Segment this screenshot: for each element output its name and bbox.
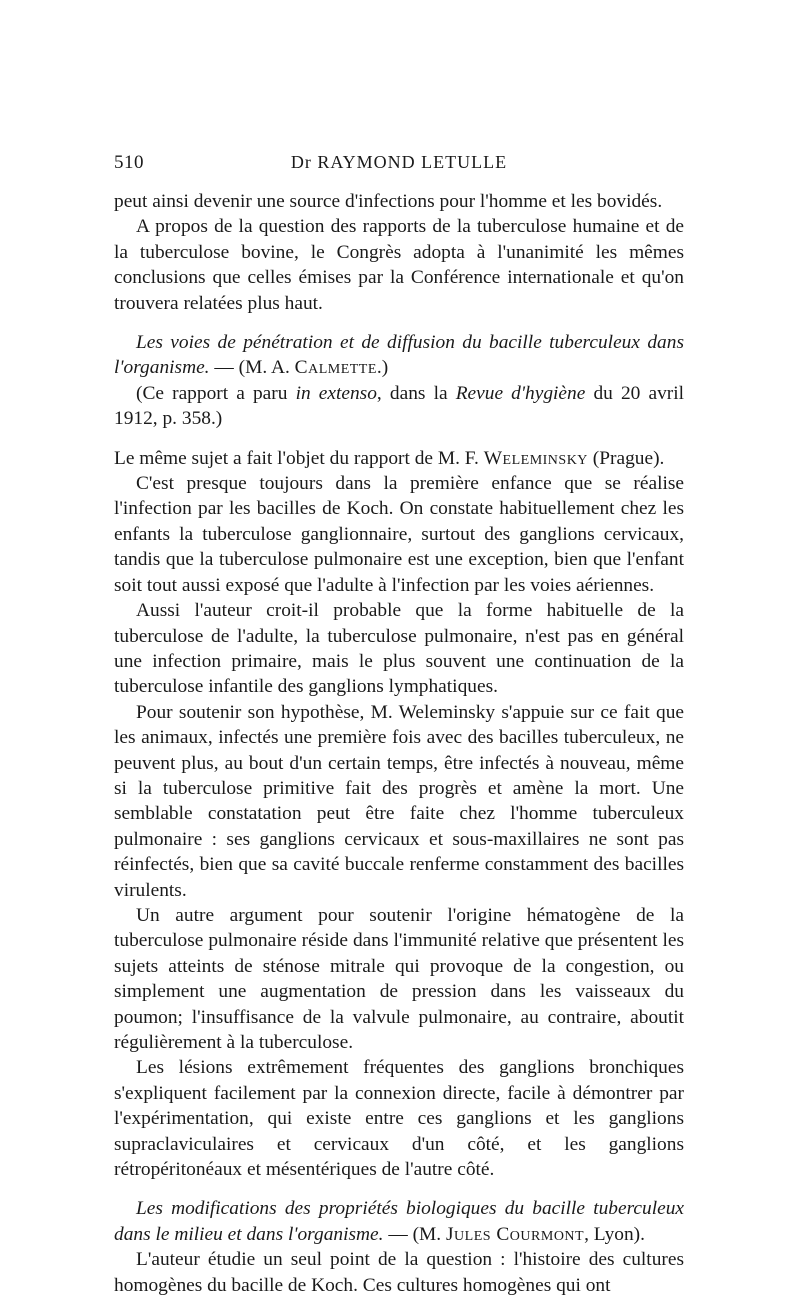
section-author: Jules Courmont [445,1223,585,1245]
note-in-extenso: in extenso [295,382,377,404]
paragraph-hematogenous-origin: Un autre argument pour soutenir l'origine hématogène de la tuberculose pulmonaire réside dans l'immunité relative que présentent les sujets atteints de sténose mitrale qui provoque de la congestion, ou simplement une augmentation de pression dans les vaisseaux du poumon; l'insuffisance de la valvule pulmonaire, au contraire, aboutit régulièrement à la tuberculose. [114,904,684,1053]
note-text: du 20 avril 1912, p. 358.) [114,382,685,430]
section-dash: — (M. [383,1223,446,1245]
paragraph-publication-note [114,381,684,432]
report-author: Weleminsky [483,447,588,469]
note-text: , dans la [376,382,456,404]
section-heading-modifications [114,1196,684,1247]
note-text: (Ce rapport a paru [136,382,296,404]
paragraph-weleminsky-report [114,446,684,471]
paragraph-infancy-infection: C'est presque toujours dans la première enfance que se réalise l'infection par les bacilles de Koch. On constate habituellement chez les enfants la tuberculose ganglionnaire, surtout des ganglions cervicaux, tandis que la tuberculose pulmonaire est une exception, bien que l'enfant soit tout aussi exposé que l'adulte à l'infection par les voies aériennes. [114,473,684,596]
spacer [114,316,684,330]
section-dash: — (M. A. [209,357,295,379]
paragraph-hypothesis: Pour soutenir son hypothèse, M. Weleminsky s'appuie sur ce fait que les animaux, infectés une première fois avec des bacilles tuberculeux, ne peuvent plus, au bout d'un certain temps, être infectés à nouveau, même si la tuberculose primitive fait des progrès et amène la mort. Une semblable constatation peut être faite chez l'homme tuberculeux pulmonaire : ses ganglions cervicaux et sous-maxillaires ne sont pas réinfectés, bien que sa cavité buccale renferme constamment des bacilles virulents. [114,701,684,901]
paragraph-adult-tuberculosis: Aussi l'auteur croit-il probable que la forme habituelle de la tuberculose de l'adulte, la tuberculose pulmonaire, n'est pas en général une infection primaire, mais le plus souvent une continuation de la tuberculose infantile des ganglions lymphatiques. [114,600,684,698]
section-title: Les modifications des propriétés biologiques du bacille tuberculeux dans le milieu et dans l'organisme. [114,1198,684,1245]
page-number: 510 [114,152,144,173]
spacer [114,1182,684,1196]
running-head: Dr RAYMOND LETULLE [290,152,508,172]
page-body [114,189,684,1298]
note-journal: Revue d'hygiène [455,382,586,404]
section-title: Les voies de pénétration et de diffusion du bacille tuberculeux dans l'organisme. [114,332,684,379]
paragraph-continuation: peut ainsi devenir une source d'infections pour l'homme et les bovidés. [114,191,663,212]
paragraph-bronchial-ganglions: Les lésions extrêmement fréquentes des ganglions bronchiques s'expliquent facilement par la connexion directe, facile à démontrer par l'expérimentation, qui existe entre ces ganglions et les ganglions supraclaviculaires et cervicaux d'un côté, et les ganglions rétropéritonéaux et mésentériques de l'autre côté. [114,1057,684,1181]
section-end: , Lyon). [584,1223,645,1245]
paragraph-congress-resolution: A propos de la question des rapports de la tuberculose humaine et de la tuberculose bovine, le Congrès adopta à l'unanimité les mêmes conclusions que celles émises par la Conférence internationale et qu'on trouvera relatées plus haut. [114,216,684,314]
spacer [114,432,684,446]
report-text: Le même sujet a fait l'objet du rapport de M. F. [114,447,484,469]
section-end: .) [376,357,389,379]
section-heading-penetration [114,330,684,381]
paragraph-homogeneous-cultures: L'auteur étudie un seul point de la question : l'histoire des cultures homogènes du bacille de Koch. Ces cultures homogènes qui ont [114,1249,684,1296]
report-text: (Prague). [587,447,665,469]
page-header [114,152,684,178]
section-author: Calmette [294,357,377,379]
